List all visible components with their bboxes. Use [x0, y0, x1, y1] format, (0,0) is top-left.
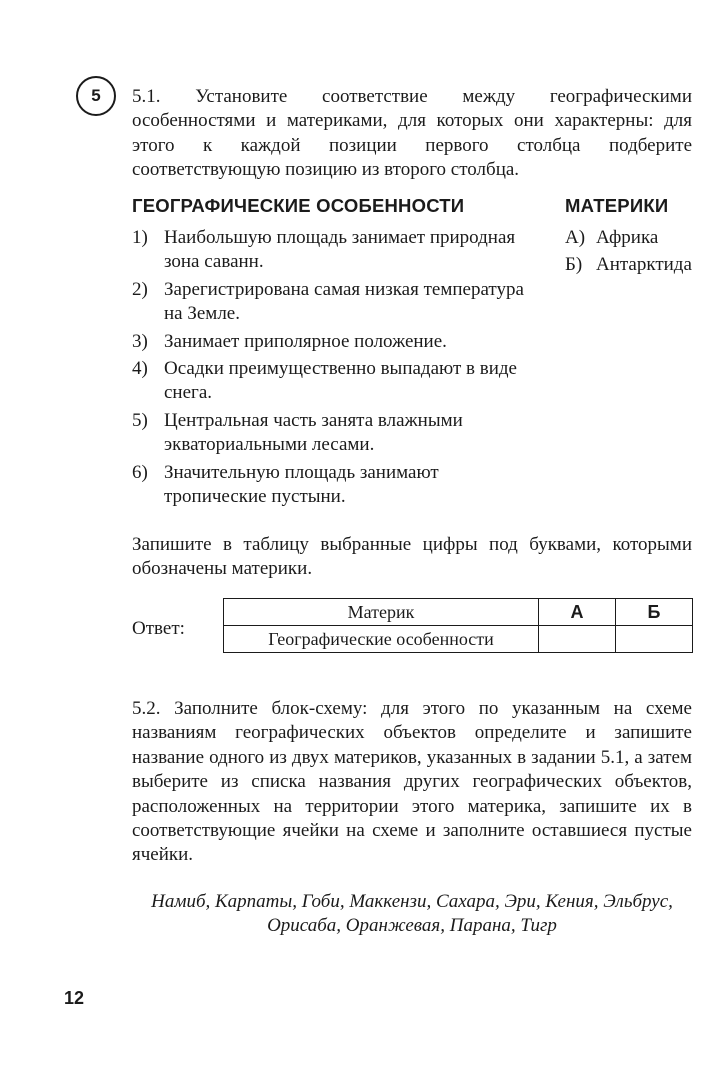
task-number: 5 [91, 86, 101, 105]
feature-item [132, 330, 532, 354]
continent-item [565, 226, 695, 250]
task52-text: 5.2. Заполните блок-схему: для этого по указанным на схеме названиям географических объектов определите и запишите название одного из двух материков, указанных в задании 5.1, а затем выберите из списка названия других географических объектов, расположенных на территории этого материка, запишите их в соответствующие ячейки на схеме и заполните оставшиеся пустые ячейки. [132, 698, 692, 866]
feature-number: 1) [132, 227, 148, 248]
feature-text: Осадки преимущественно выпадают в виде снега. [164, 358, 517, 404]
feature-text: Наибольшую площадь занимает природная зона саванн. [164, 227, 516, 273]
feature-number: 2) [132, 278, 148, 300]
feature-item [132, 357, 532, 406]
answer-table [223, 598, 693, 653]
features-header: ГЕОГРАФИЧЕСКИЕ ОСОБЕННОСТИ [132, 195, 465, 216]
continent-item [565, 253, 695, 277]
feature-number: 6) [132, 461, 148, 483]
geographic-objects-list: Намиб, Карпаты, Гоби, Маккензи, Сахара, Эри, Кения, Эльбрус, Орисаба, Оранжевая, Парана, Тигр [151, 891, 673, 937]
feature-text: Зарегистрирована самая низкая температура на Земле. [164, 278, 524, 325]
continent-letter: Б) [565, 254, 583, 276]
feature-text: Центральная часть занята влажными экваториальными лесами. [164, 409, 463, 456]
continents-header: МАТЕРИКИ [565, 195, 669, 216]
table-row-label: Географические особенности [224, 626, 539, 653]
features-list [132, 226, 532, 512]
task-number-badge [76, 76, 116, 116]
continent-name: Антарктида [596, 254, 692, 276]
page-number: 12 [64, 988, 85, 1008]
feature-item [132, 461, 532, 510]
answer-label: Ответ: [132, 618, 185, 639]
feature-item [132, 226, 532, 275]
continents-list [565, 226, 695, 281]
feature-number: 3) [132, 330, 148, 352]
feature-text: Значительную площадь занимают тропические пустыни. [164, 461, 439, 508]
feature-number: 4) [132, 358, 148, 380]
table-header-cell: А [539, 599, 616, 626]
task51-intro: 5.1. Установите соответствие между географическими особенностями и материками, для которых они характерны: для этого к каждой позиции первого столбца подберите соответствующую позицию из второго столбца. [132, 86, 692, 181]
answer-cell-b[interactable] [616, 626, 693, 653]
feature-number: 5) [132, 409, 148, 431]
table-header-cell: Материк [224, 599, 539, 626]
answer-instruction: Запишите в таблицу выбранные цифры под буквами, которыми обозначены материки. [132, 534, 692, 580]
table-header-cell: Б [616, 599, 693, 626]
answer-cell-a[interactable] [539, 626, 616, 653]
feature-item [132, 278, 532, 327]
continent-name: Африка [596, 227, 659, 248]
table-row [224, 626, 693, 653]
table-row [224, 599, 693, 626]
feature-text: Занимает приполярное положение. [164, 330, 447, 352]
continent-letter: А) [565, 227, 586, 248]
feature-item [132, 409, 532, 458]
